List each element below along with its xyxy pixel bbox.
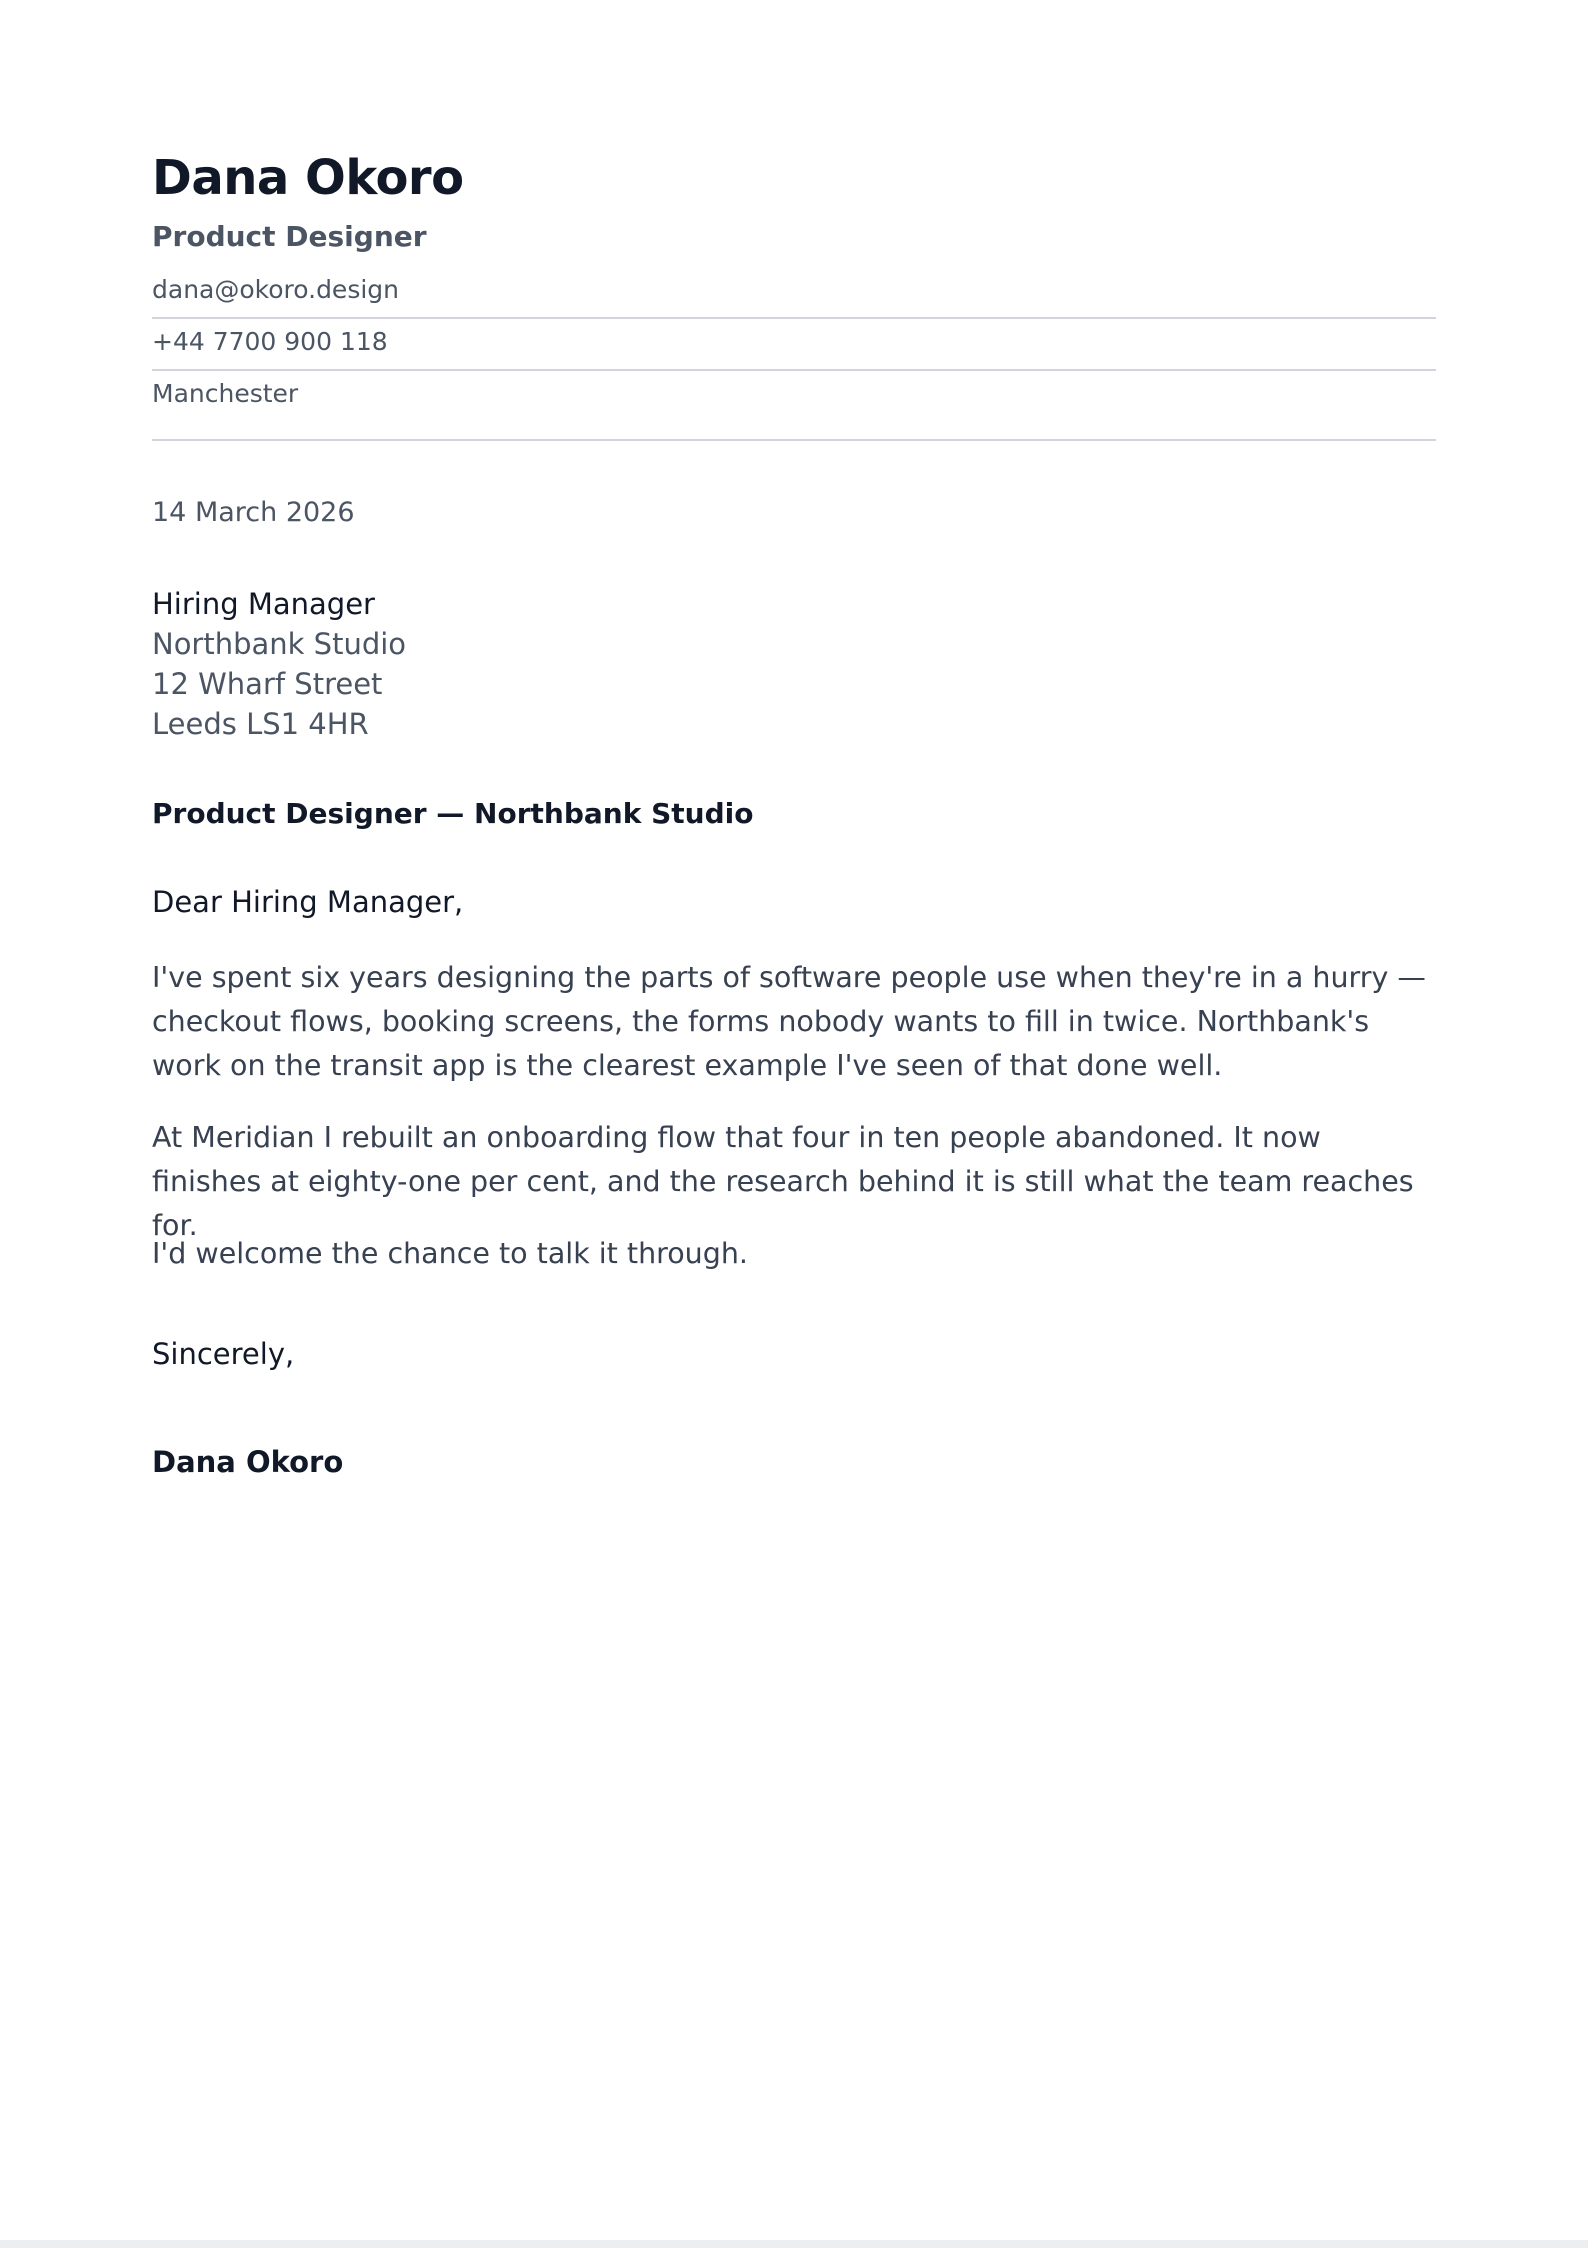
letter-closing: Sincerely, (152, 1337, 295, 1371)
recipient-city: Leeds LS1 4HR (152, 707, 369, 741)
recipient-street: 12 Wharf Street (152, 667, 383, 701)
contact-divider (152, 369, 1436, 371)
recipient-company: Northbank Studio (152, 627, 407, 661)
contact-phone: +44 7700 900 118 (152, 327, 388, 356)
sender-name: Dana Okoro (152, 150, 464, 206)
header-divider (152, 439, 1436, 441)
letter-salutation: Dear Hiring Manager, (152, 885, 464, 919)
body-paragraph: I've spent six years designing the parts of software people use when they're in a hurry — checkout flows, booking screens, the forms nobody wants to fill in twice. Northbank's work on the transit app is the clearest example I've seen of that done well. (152, 961, 1426, 1082)
contact-location: Manchester (152, 379, 299, 408)
body-paragraph: I'd welcome the chance to talk it through. (152, 1237, 748, 1270)
page-bottom-edge (0, 2240, 1588, 2248)
sender-role: Product Designer (152, 220, 427, 253)
recipient-block (152, 584, 406, 744)
body-paragraph: At Meridian I rebuilt an onboarding flow that four in ten people abandoned. It now finishes at eighty-one per cent, and the research behind it is still what the team reaches for. (152, 1121, 1414, 1242)
letter-signature: Dana Okoro (152, 1445, 344, 1479)
letter-subject: Product Designer — Northbank Studio (152, 797, 754, 830)
contact-divider (152, 317, 1436, 319)
contact-email: dana@okoro.design (152, 275, 399, 304)
recipient-name: Hiring Manager (152, 587, 375, 621)
letter-date: 14 March 2026 (152, 497, 355, 528)
